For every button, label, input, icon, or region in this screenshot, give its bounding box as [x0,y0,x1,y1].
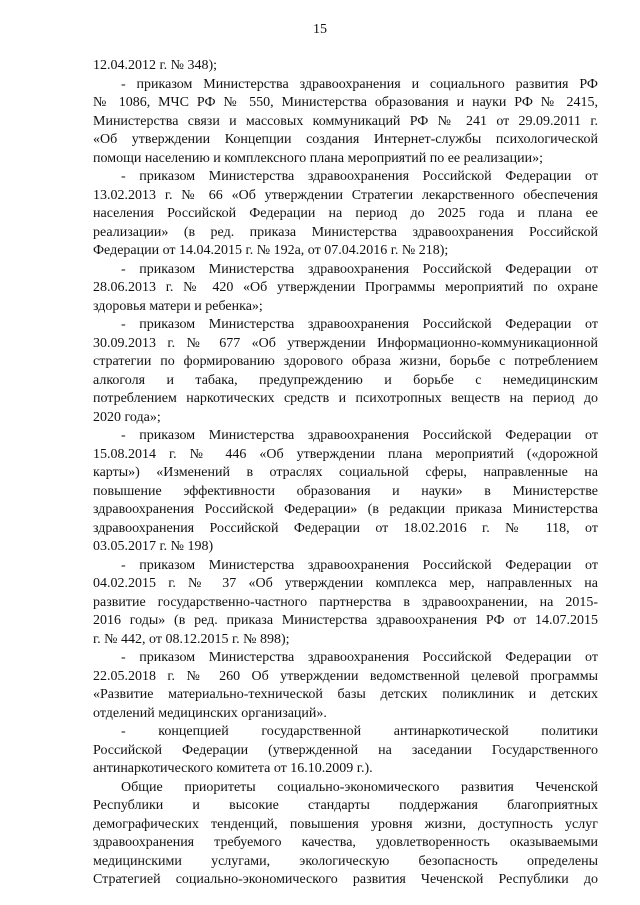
text-line: - концепцией государственной антинаркотической политики [121,724,598,739]
text-line: повышение эффективности образования и науки» в Министерстве [93,483,598,499]
text-line: «Развитие материально-технической базы детских поликлиник и детских [93,687,598,702]
text-line: медицинскими услугами, экологическую безопасность определены [93,853,598,869]
text-line: 22.05.2018 г. № 260 Об утверждении ведомственной целевой программы [93,668,598,684]
text-line: демографических тенденций, повышения уровня жизни, доступность услуг [93,816,598,832]
text-line: Республики и высокие стандарты поддержания благоприятных [93,798,598,813]
text-line: 30.09.2013 г. № 677 «Об утверждении Информационно-коммуникационной [93,335,598,351]
text-line: здравоохранения Российской Федерации от 18.02.2016 г. № 118, от [93,520,598,536]
text-line: реализации» (в ред. приказа Министерства здравоохранения Российской [93,224,598,240]
text-line: антинаркотического комитета от 16.10.2009 г.). [93,761,373,776]
text-line: населения Российской Федерации на период до 2025 года и плана ее [93,206,598,221]
text-line: здоровья матери и ребенка»; [93,298,263,314]
text-line: 04.02.2015 г. № 37 «Об утверждении комплекса мер, направленных на [93,576,598,591]
text-line: Стратегией социально-экономического развития Чеченской Республики до [93,872,598,887]
text-line: потреблением наркотических средств и психотропных веществ на период до [93,391,598,406]
text-line: - приказом Министерства здравоохранения Российской Федерации от [121,261,598,277]
text-line: - приказом Министерства здравоохранения и социального развития РФ [121,76,598,92]
text-line: - приказом Министерства здравоохранения Российской Федерации от [121,428,598,443]
text-line: Федерации от 14.04.2015 г. № 192а, от 07.04.2016 г. № 218); [93,243,449,258]
text-line: здравоохранения требуемого качества, удовлетворенность оказываемыми [93,835,598,850]
text-line: - приказом Министерства здравоохранения Российской Федерации от [121,317,598,332]
text-line: г. № 442, от 08.12.2015 г. № 898); [93,631,290,647]
text-line: Общие приоритеты социально-экономического развития Чеченской [121,779,598,795]
text-line: - приказом Министерства здравоохранения Российской Федерации от [121,650,598,665]
text-line: - приказом Министерства здравоохранения Российской Федерации от [121,169,598,184]
text-line: стратегии по формированию здорового образа жизни, борьбе с потреблением [93,354,598,369]
text-line: 13.02.2013 г. № 66 «Об утверждении Стратегии лекарственного обеспечения [93,187,598,203]
text-line: «Об утверждении Концепции создания Интернет-службы психологической [93,132,598,147]
text-line: 03.05.2017 г. № 198) [93,539,214,554]
text-line: здравоохранения Российской Федерации» (в редакции приказа Министерства [93,502,598,517]
text-line: № 1086, МЧС РФ № 550, Министерства образования и науки РФ № 2415, [93,95,598,110]
text-line: Министерства связи и массовых коммуникаций РФ № 241 от 29.09.2011 г. [93,113,598,129]
document-body [93,57,598,890]
page-number: 15 [313,22,327,37]
text-line: 15.08.2014 г. № 446 «Об утверждении плана мероприятий («дорожной [93,446,598,462]
text-line: развитие государственно-частного партнерства в здравоохранении, на 2015- [93,594,598,610]
text-line: помощи населению и комплексного плана мероприятий по ее реализации»; [93,150,543,166]
text-line: 2020 года»; [93,409,161,425]
text-line: 28.06.2013 г. № 420 «Об утверждении Программы мероприятий по охране [93,280,598,295]
text-line: отделений медицинских организаций». [93,705,327,721]
text-line: 12.04.2012 г. № 348); [93,58,218,73]
text-line: - приказом Министерства здравоохранения Российской Федерации от [121,557,598,573]
text-line: карты») «Изменений в отраслях социальной сферы, направленные на [93,465,598,480]
text-line: Российской Федерации (утвержденной на заседании Государственного [93,742,598,758]
text-line: 2016 годы» (в ред. приказа Министерства здравоохранения РФ от 14.07.2015 [93,613,598,628]
text-line: алкоголя и табака, предупреждению и борьбе с немедицинским [93,372,598,388]
